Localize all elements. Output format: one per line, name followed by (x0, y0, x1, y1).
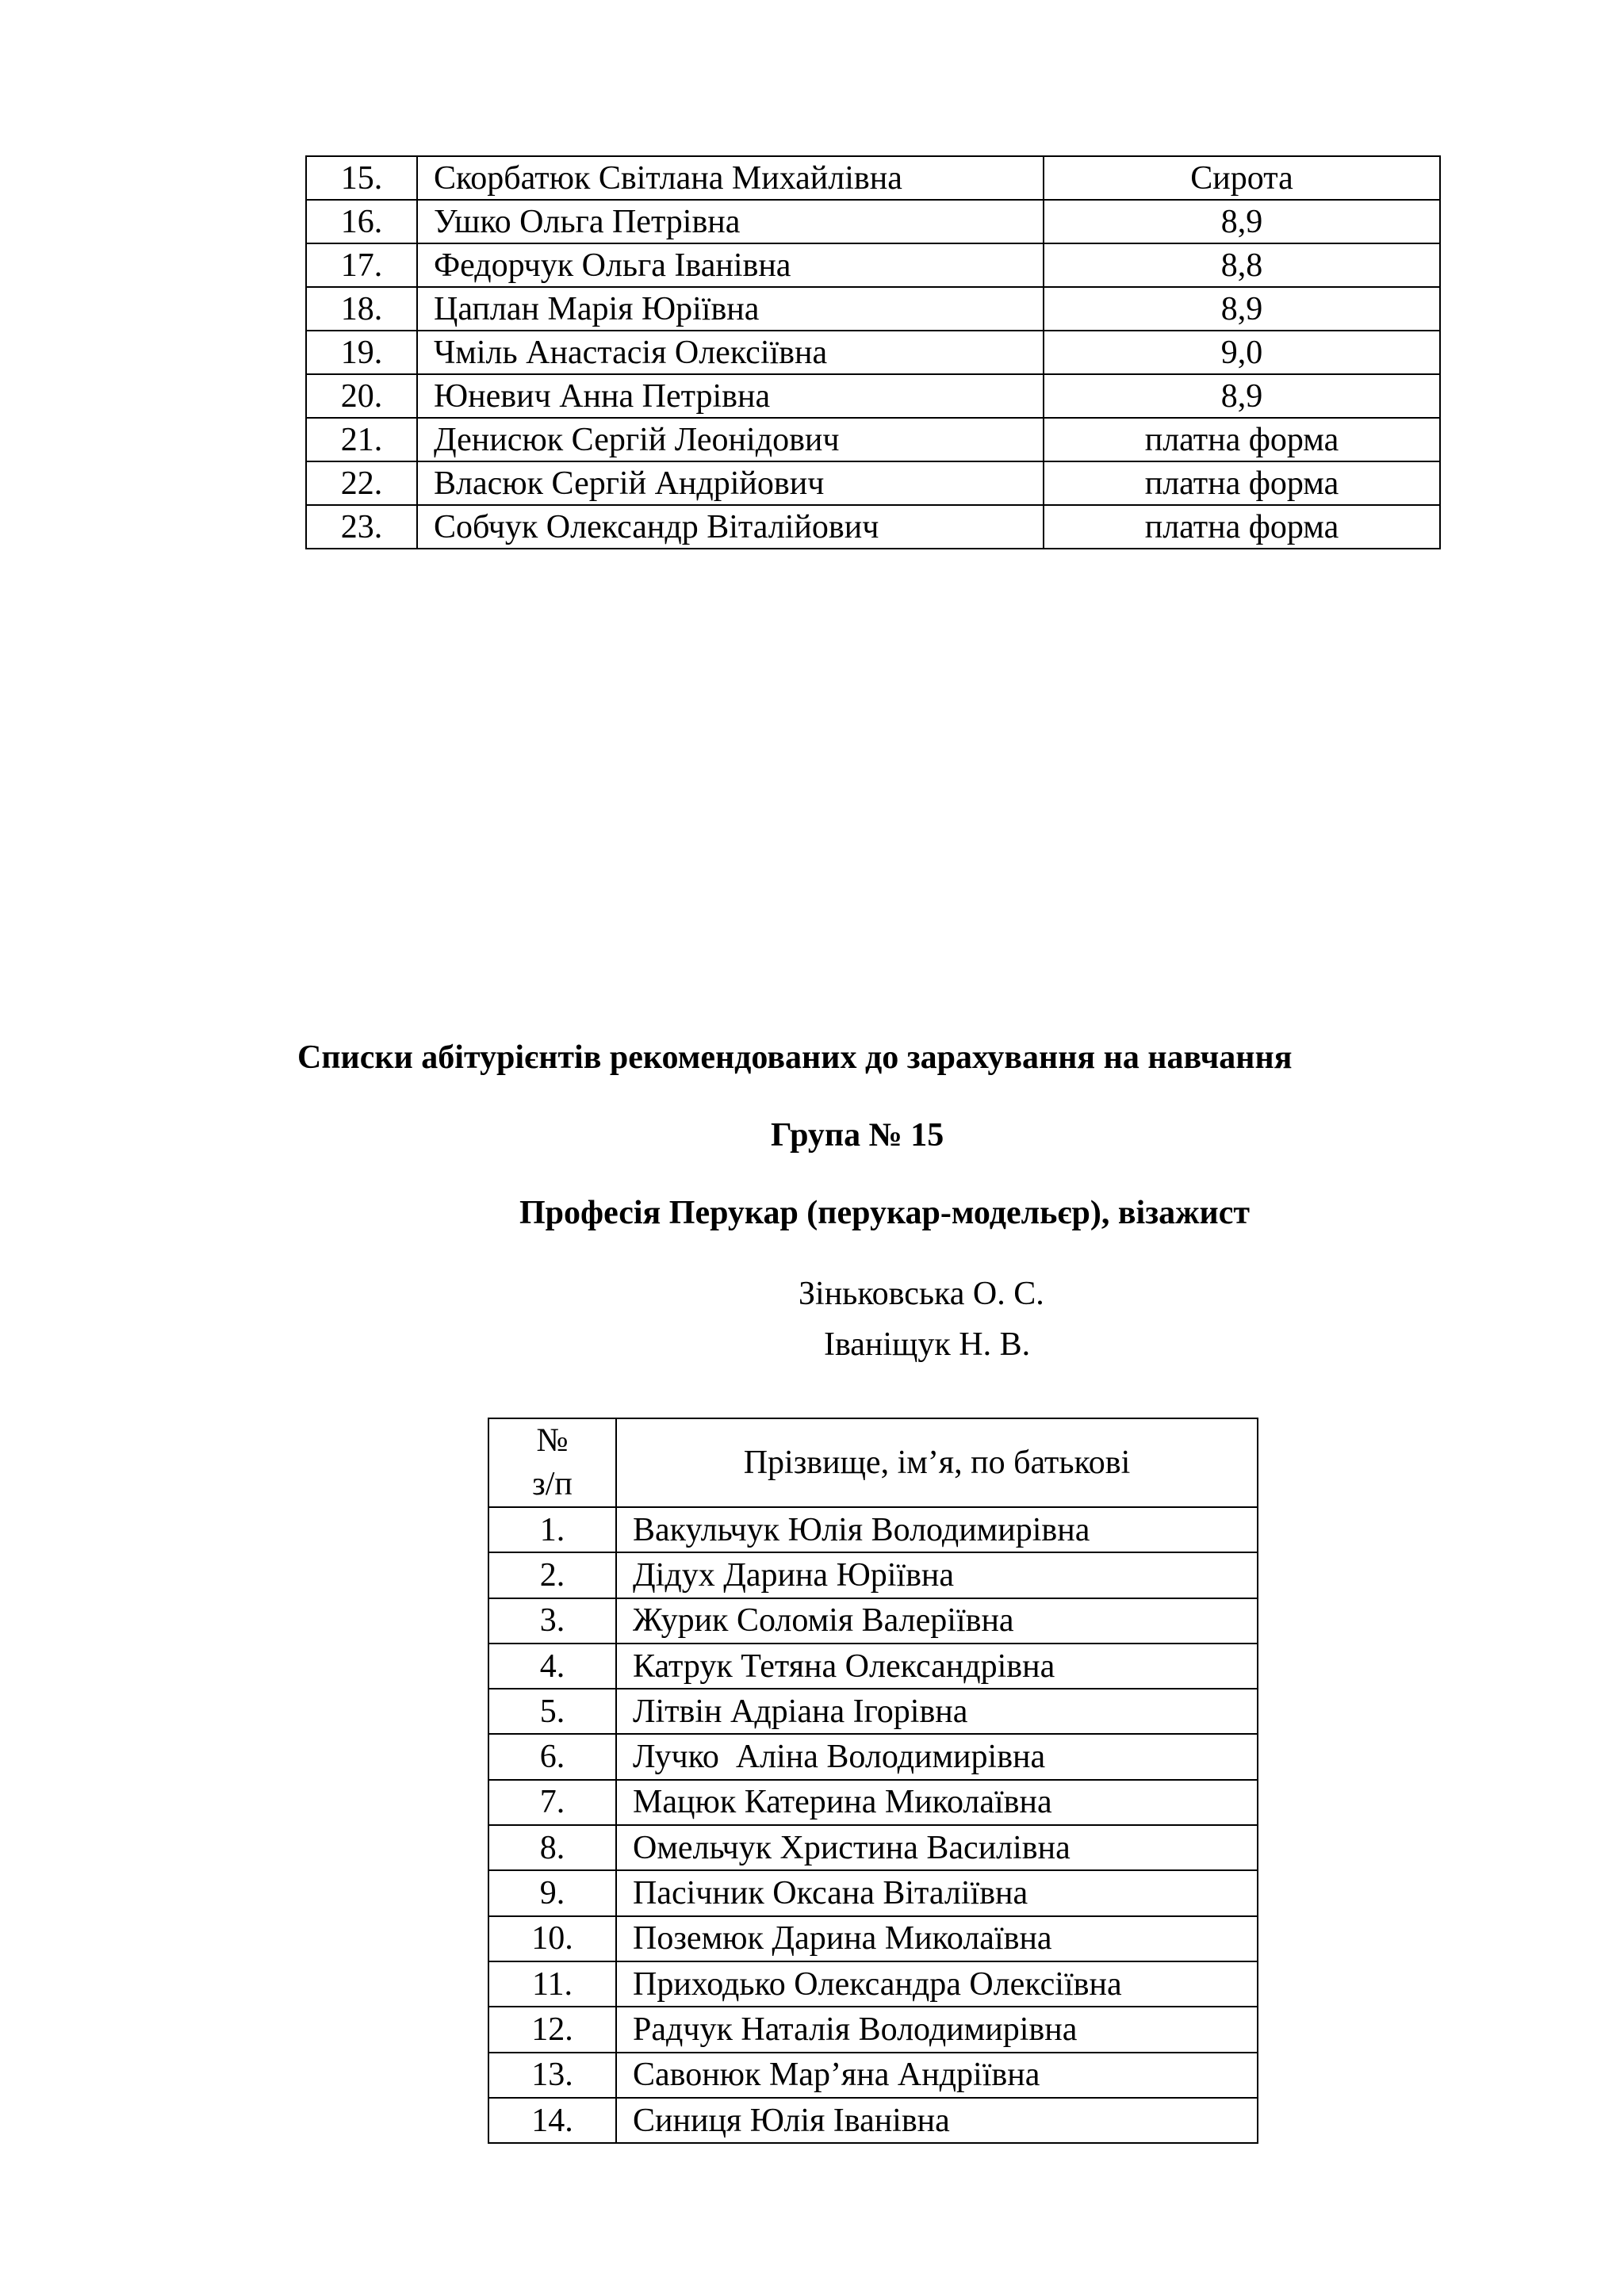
student-name: Федорчук Ольга Іванівна (417, 243, 1044, 287)
student-name: Вакульчук Юлія Володимирівна (616, 1507, 1258, 1552)
document-title: Списки абітурієнтів рекомендованих до зарахування на навчання (297, 1039, 1293, 1076)
table-row (488, 1825, 1258, 1870)
student-score: платна форма (1044, 461, 1440, 505)
student-name: Цаплан Марія Юріївна (417, 287, 1044, 331)
name-column-header: Прізвище, ім’я, по батькові (616, 1418, 1258, 1507)
row-number: 20. (306, 374, 417, 418)
student-name: Денисюк Сергій Леонідович (417, 418, 1044, 461)
student-score: 8,9 (1044, 200, 1440, 243)
student-name: Скорбатюк Світлана Михайлівна (417, 156, 1044, 200)
row-number: 11. (488, 1961, 616, 2007)
row-number: 4. (488, 1644, 616, 1689)
student-name: Літвін Адріана Ігорівна (616, 1689, 1258, 1734)
table-row (306, 156, 1440, 200)
row-number: 15. (306, 156, 417, 200)
table-row (488, 1916, 1258, 1961)
student-name: Журик Соломія Валеріївна (616, 1598, 1258, 1644)
table-row (306, 505, 1440, 549)
group-15-students-table (488, 1418, 1258, 2144)
row-number: 21. (306, 418, 417, 461)
table-row (306, 461, 1440, 505)
table-row (306, 374, 1440, 418)
table-row (488, 2007, 1258, 2052)
student-name: Савонюк Мар’яна Андріївна (616, 2053, 1258, 2098)
student-score: 8,8 (1044, 243, 1440, 287)
student-name: Власюк Сергій Андрійович (417, 461, 1044, 505)
student-name: Чміль Анастасія Олексіївна (417, 331, 1044, 374)
applicants-table-continued (305, 155, 1441, 549)
number-column-header (488, 1418, 616, 1507)
table-row (306, 418, 1440, 461)
row-number: 14. (488, 2098, 616, 2143)
table-row (488, 1689, 1258, 1734)
student-name: Омельчук Христина Василівна (616, 1825, 1258, 1870)
student-score: 8,9 (1044, 287, 1440, 331)
number-header-line1: № (536, 1422, 569, 1460)
student-name: Синиця Юлія Іванівна (616, 2098, 1258, 2143)
row-number: 6. (488, 1734, 616, 1779)
student-name: Юневич Анна Петрівна (417, 374, 1044, 418)
row-number: 5. (488, 1689, 616, 1734)
table-row (488, 1870, 1258, 1915)
student-name: Дідух Дарина Юріївна (616, 1552, 1258, 1598)
row-number: 9. (488, 1870, 616, 1915)
row-number: 13. (488, 2053, 616, 2098)
table-row (306, 287, 1440, 331)
row-number: 8. (488, 1825, 616, 1870)
table-row (488, 1644, 1258, 1689)
table-row (306, 331, 1440, 374)
row-number: 18. (306, 287, 417, 331)
student-name: Катрук Тетяна Олександрівна (616, 1644, 1258, 1689)
table-row (488, 1552, 1258, 1598)
student-score: платна форма (1044, 418, 1440, 461)
group-heading: Група № 15 (771, 1117, 944, 1154)
table-row (306, 243, 1440, 287)
number-header-line2: з/п (532, 1466, 573, 1502)
row-number: 7. (488, 1780, 616, 1825)
table-row (488, 1780, 1258, 1825)
row-number: 22. (306, 461, 417, 505)
row-number: 2. (488, 1552, 616, 1598)
table-row (488, 2098, 1258, 2143)
teacher-name: Зіньковська О. С. (799, 1276, 1044, 1312)
table-row (488, 1598, 1258, 1644)
student-name: Ушко Ольга Петрівна (417, 200, 1044, 243)
row-number: 12. (488, 2007, 616, 2052)
table-row (488, 1507, 1258, 1552)
row-number: 17. (306, 243, 417, 287)
student-name: Поземюк Дарина Миколаївна (616, 1916, 1258, 1961)
table-row (488, 1961, 1258, 2007)
student-name: Пасічник Оксана Віталіївна (616, 1870, 1258, 1915)
row-number: 10. (488, 1916, 616, 1961)
table-row (488, 2053, 1258, 2098)
student-name: Собчук Олександр Віталійович (417, 505, 1044, 549)
row-number: 23. (306, 505, 417, 549)
teacher-name: Іваніщук Н. В. (824, 1326, 1031, 1363)
profession-heading: Професія Перукар (перукар-модельєр), візажист (519, 1195, 1251, 1231)
student-name: Приходько Олександра Олексіївна (616, 1961, 1258, 2007)
row-number: 19. (306, 331, 417, 374)
student-name: Радчук Наталія Володимирівна (616, 2007, 1258, 2052)
student-score: 8,9 (1044, 374, 1440, 418)
student-score: 9,0 (1044, 331, 1440, 374)
student-score: Сирота (1044, 156, 1440, 200)
row-number: 3. (488, 1598, 616, 1644)
table-row (306, 200, 1440, 243)
row-number: 1. (488, 1507, 616, 1552)
row-number: 16. (306, 200, 417, 243)
student-name: Лучко Аліна Володимирівна (616, 1734, 1258, 1779)
table-row (488, 1734, 1258, 1779)
table-header-row (488, 1418, 1258, 1507)
student-score: платна форма (1044, 505, 1440, 549)
student-name: Мацюк Катерина Миколаївна (616, 1780, 1258, 1825)
